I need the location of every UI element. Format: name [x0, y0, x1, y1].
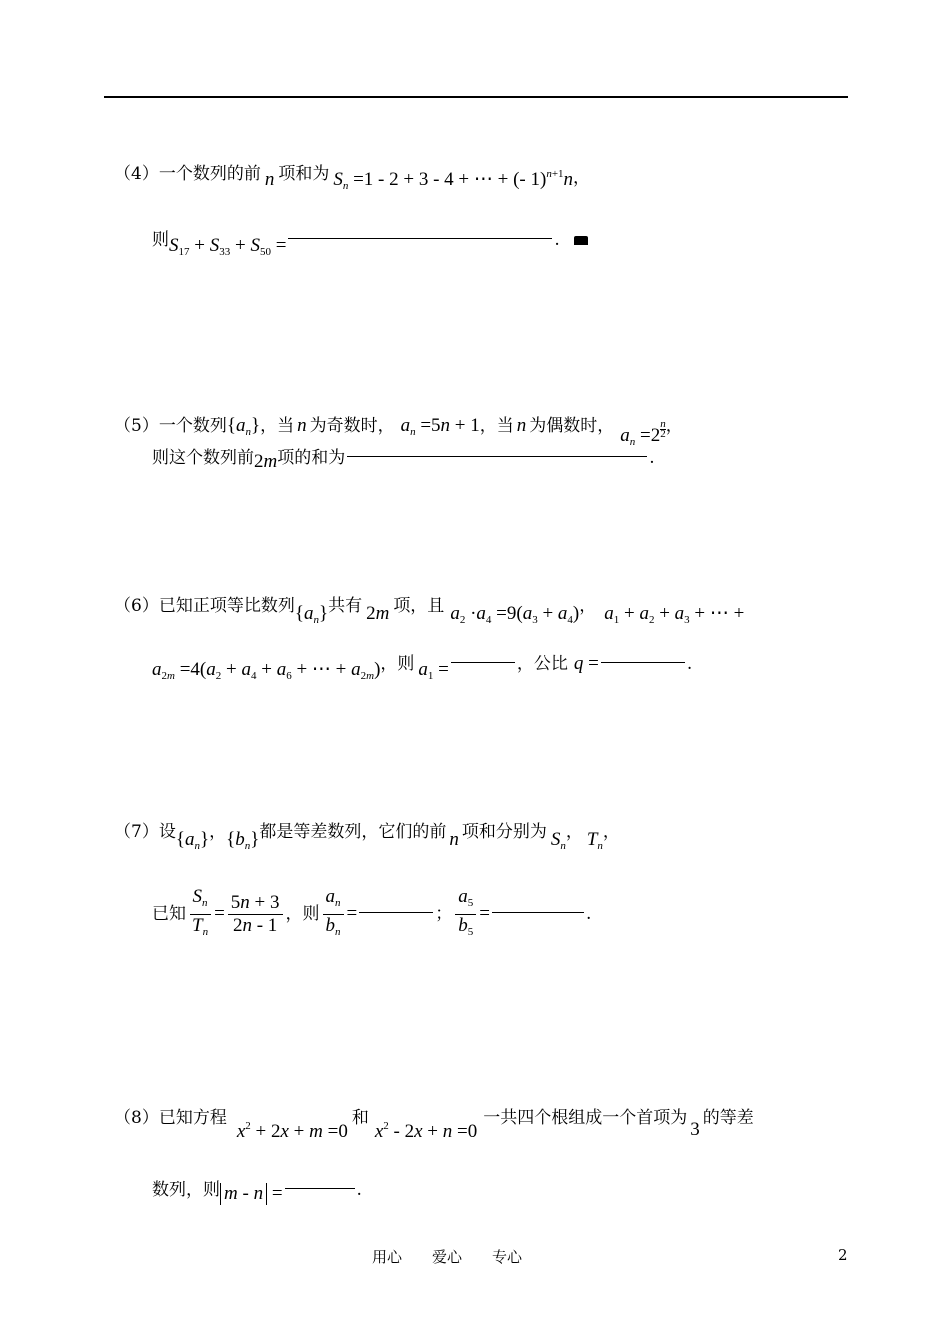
answer-blank[interactable] [359, 912, 433, 913]
answer-blank[interactable] [347, 456, 647, 457]
answer-blank[interactable] [451, 662, 515, 663]
problem-4-number: （4） [114, 164, 159, 184]
footer-motto: 用心 爱心 专心 [372, 1248, 523, 1266]
problem-8-line-2: 数列，则 m - n = . [152, 1180, 362, 1204]
bookmark-marker [574, 236, 588, 245]
page-number: 2 [838, 1246, 848, 1264]
problem-8-line-1: （8）已知方程$x^2 + 2x + m =0$和$x^2 - 2x + n =0$一共四个根组成一个首项为3的等差 [114, 1108, 754, 1142]
answer-blank[interactable] [288, 238, 552, 239]
problem-7-line-2: 已知 $\frac{S_n}{T_n}$ = $\frac{5n + 3}{2n - 1}$ ，则 $\frac{a_n}{b_n}$ = ； $\frac{a_5}{b_5}$ = . [152, 886, 592, 938]
header-rule [104, 96, 848, 98]
problem-4-line-2: 则$S_{17} + S_{33} + S_{50}$ = . [152, 228, 588, 258]
problem-6-line-2: $a_{2m} =4(a_2 + a_4 + a_6$ + ⋯ + $a_{2m}$)，则 $a_1$ = ，公比 q = . [152, 653, 693, 682]
answer-blank[interactable] [492, 912, 584, 913]
problem-5-line-2: 则这个数列前2m项的和为 . [152, 448, 655, 472]
problem-6-line-1: （6）已知正项等比数列$\{a_n\}$共有 2m 项，且 $a_2 \cdot a_4 =9(a_3 + a_4)$， $a_1 + a_2 + a_3$ + ⋯ + [114, 596, 745, 626]
answer-blank[interactable] [601, 662, 685, 663]
problem-4-line-1: （4）一个数列的前 n 项和为 $S_n =1 - 2 + 3 - 4$ + ⋯ + (- 1)$^{n+1}$n， [114, 164, 591, 192]
problem-7-line-1: （7）设$\{a_n\}$，$\{b_n\}$都是等差数列，它们的前 n 项和分别为 $S_n$， $T_n$， [114, 822, 620, 852]
problem-5-line-1: （5）一个数列$\{a_n\}$，当 n 为奇数时， $a_n =5n + 1$，当 n 为偶数时， $a_n =2$ $^{\frac{n}{2}}$ ， [114, 415, 683, 448]
answer-blank[interactable] [285, 1188, 355, 1189]
